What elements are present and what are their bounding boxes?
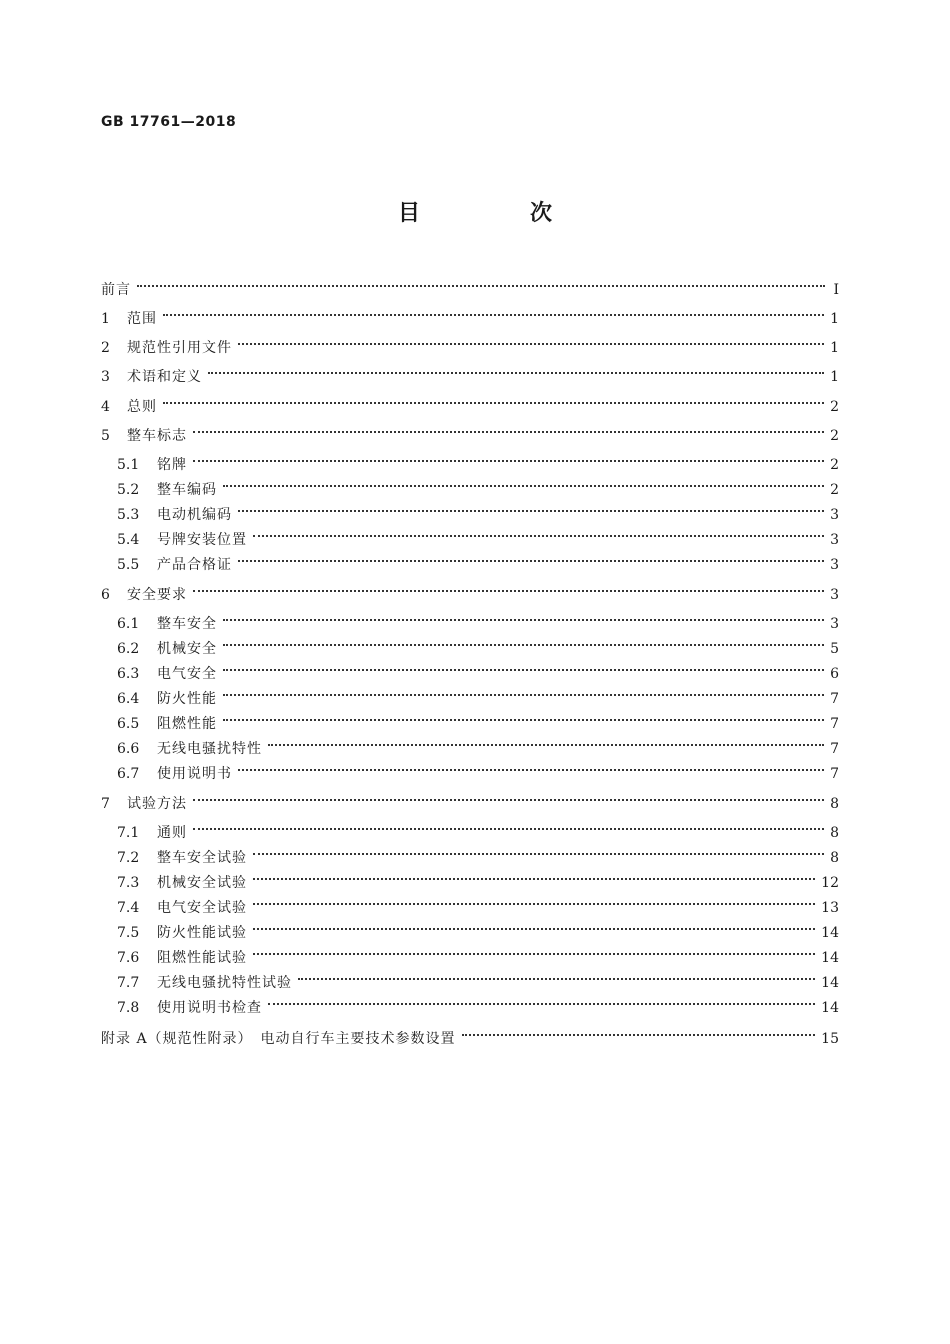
toc-entry-page: 7 xyxy=(830,741,839,757)
toc-entry-title: 整车编码 xyxy=(157,482,217,498)
toc-entry-page: 3 xyxy=(830,587,839,603)
toc-dot-leader xyxy=(253,840,824,862)
toc-entry[interactable] xyxy=(117,656,839,682)
toc-entry-number: 7.6 xyxy=(117,950,140,966)
toc-entry-number: 5.5 xyxy=(117,557,140,573)
toc-dot-leader xyxy=(462,1021,816,1043)
standard-code: GB 17761—2018 xyxy=(101,114,237,130)
toc-entry-page: 14 xyxy=(821,1000,839,1016)
toc-entry[interactable] xyxy=(117,940,839,966)
toc-dot-leader xyxy=(253,865,815,887)
toc-entry-page: 8 xyxy=(830,850,839,866)
toc-entry-page: 3 xyxy=(830,616,839,632)
toc-entry-number: 1 xyxy=(101,311,110,327)
toc-dot-leader xyxy=(298,965,815,987)
toc-entry-number: 7.7 xyxy=(117,975,140,991)
toc-dot-leader xyxy=(268,990,815,1012)
toc-entry-page: 1 xyxy=(830,369,839,385)
toc-dot-leader xyxy=(223,472,824,494)
toc-entry[interactable] xyxy=(117,497,839,523)
toc-entry[interactable] xyxy=(117,681,839,707)
toc-dot-leader xyxy=(163,389,824,411)
toc-dot-leader xyxy=(193,786,824,808)
toc-entry-title: 术语和定义 xyxy=(127,369,202,385)
toc-entry-number: 6.4 xyxy=(117,691,140,707)
toc-entry[interactable] xyxy=(101,389,839,415)
toc-entry-title: 使用说明书检查 xyxy=(157,1000,262,1016)
toc-entry-page: 14 xyxy=(821,975,839,991)
toc-entry-page: 7 xyxy=(830,716,839,732)
toc-entry-page: 3 xyxy=(830,507,839,523)
toc-dot-leader xyxy=(223,606,824,628)
toc-entry-title: 整车安全试验 xyxy=(157,850,247,866)
toc-entry-title: 附录 A（规范性附录） 电动自行车主要技术参数设置 xyxy=(101,1031,456,1047)
toc-dot-leader xyxy=(223,706,824,728)
toc-entry[interactable] xyxy=(117,472,839,498)
toc-entry-page: 1 xyxy=(830,311,839,327)
toc-dot-leader xyxy=(223,631,824,653)
toc-entry[interactable] xyxy=(117,915,839,941)
toc-entry[interactable] xyxy=(117,447,839,473)
toc-entry[interactable] xyxy=(117,631,839,657)
toc-dot-leader xyxy=(238,330,824,352)
toc-entry-title: 无线电骚扰特性 xyxy=(157,741,262,757)
toc-entry-number: 7.8 xyxy=(117,1000,140,1016)
toc-entry-number: 6.5 xyxy=(117,716,140,732)
toc-entry-page: 2 xyxy=(830,457,839,473)
toc-entry-number: 6.6 xyxy=(117,741,140,757)
toc-entry-number: 7.2 xyxy=(117,850,140,866)
toc-dot-leader xyxy=(253,890,815,912)
toc-entry-page: 12 xyxy=(821,875,839,891)
toc-entry[interactable] xyxy=(117,522,839,548)
toc-entry-title: 铭牌 xyxy=(157,457,187,473)
toc-entry-page: 6 xyxy=(830,666,839,682)
toc-entry-page: 2 xyxy=(830,428,839,444)
toc-entry[interactable] xyxy=(117,865,839,891)
toc-entry-title: 电气安全 xyxy=(157,666,217,682)
toc-entry-page: 7 xyxy=(830,691,839,707)
toc-entry[interactable] xyxy=(117,756,839,782)
toc-dot-leader xyxy=(208,359,824,381)
toc-entry-title: 电动机编码 xyxy=(157,507,232,523)
toc-entry-page: 15 xyxy=(821,1031,839,1047)
toc-entry-number: 5.2 xyxy=(117,482,140,498)
toc-entry-title: 阻燃性能试验 xyxy=(157,950,247,966)
toc-entry-number: 6.1 xyxy=(117,616,140,632)
toc-entry[interactable] xyxy=(117,815,839,841)
toc-dot-leader xyxy=(238,497,824,519)
toc-dot-leader xyxy=(223,681,824,703)
toc-entry[interactable] xyxy=(117,990,839,1016)
toc-entry[interactable] xyxy=(101,786,839,812)
toc-entry[interactable] xyxy=(117,706,839,732)
toc-dot-leader xyxy=(238,756,824,778)
toc-entry-number: 6.3 xyxy=(117,666,140,682)
toc-entry-number: 7 xyxy=(101,796,110,812)
toc-dot-leader xyxy=(268,731,824,753)
toc-entry-number: 4 xyxy=(101,399,110,415)
toc-entry-number: 7.5 xyxy=(117,925,140,941)
toc-entry-number: 6 xyxy=(101,587,110,603)
toc-entry-page: 2 xyxy=(830,399,839,415)
toc-entry[interactable] xyxy=(101,359,839,385)
toc-entry-number: 2 xyxy=(101,340,110,356)
toc-entry-number: 5.3 xyxy=(117,507,140,523)
toc-entry-title: 前言 xyxy=(101,282,131,298)
toc-entry[interactable] xyxy=(117,606,839,632)
toc-entry-title: 试验方法 xyxy=(127,796,187,812)
toc-entry-number: 7.4 xyxy=(117,900,140,916)
toc-entry-title: 电气安全试验 xyxy=(157,900,247,916)
toc-entry-number: 3 xyxy=(101,369,110,385)
toc-entry[interactable] xyxy=(101,418,839,444)
toc-dot-leader xyxy=(193,447,824,469)
toc-entry-page: Ⅰ xyxy=(833,282,839,298)
toc-dot-leader xyxy=(253,915,815,937)
toc-entry-title: 防火性能试验 xyxy=(157,925,247,941)
toc-entry-title: 整车安全 xyxy=(157,616,217,632)
toc-entry-number: 7.1 xyxy=(117,825,140,841)
toc-entry-title: 规范性引用文件 xyxy=(127,340,232,356)
toc-entry-page: 8 xyxy=(830,825,839,841)
toc-dot-leader xyxy=(223,656,824,678)
toc-entry-title: 机械安全 xyxy=(157,641,217,657)
toc-entry-title: 产品合格证 xyxy=(157,557,232,573)
toc-entry-title: 阻燃性能 xyxy=(157,716,217,732)
toc-entry-page: 7 xyxy=(830,766,839,782)
toc-entry-number: 5.1 xyxy=(117,457,140,473)
toc-entry[interactable] xyxy=(101,272,839,298)
toc-entry[interactable] xyxy=(101,301,839,327)
toc-entry-title: 使用说明书 xyxy=(157,766,232,782)
toc-entry[interactable] xyxy=(117,547,839,573)
toc-dot-leader xyxy=(193,577,824,599)
toc-dot-leader xyxy=(253,522,824,544)
toc-entry-title: 通则 xyxy=(157,825,187,841)
toc-entry-number: 7.3 xyxy=(117,875,140,891)
toc-entry-page: 3 xyxy=(830,532,839,548)
toc-entry[interactable] xyxy=(117,965,839,991)
toc-entry-page: 5 xyxy=(830,641,839,657)
toc-entry-page: 8 xyxy=(830,796,839,812)
toc-entry-page: 14 xyxy=(821,950,839,966)
toc-entry[interactable] xyxy=(101,330,839,356)
toc-entry-page: 1 xyxy=(830,340,839,356)
toc-entry-title: 机械安全试验 xyxy=(157,875,247,891)
toc-entry-number: 5.4 xyxy=(117,532,140,548)
page-title: 目 次 xyxy=(397,201,596,226)
toc-dot-leader xyxy=(163,301,824,323)
toc-entry[interactable] xyxy=(101,577,839,603)
toc-entry-title: 整车标志 xyxy=(127,428,187,444)
toc-entry-title: 总则 xyxy=(127,399,157,415)
toc-dot-leader xyxy=(253,940,815,962)
toc-dot-leader xyxy=(137,272,825,294)
toc-entry[interactable] xyxy=(101,1021,839,1047)
toc-entry-number: 6.2 xyxy=(117,641,140,657)
toc-entry-title: 防火性能 xyxy=(157,691,217,707)
toc-dot-leader xyxy=(193,418,824,440)
toc-entry-title: 无线电骚扰特性试验 xyxy=(157,975,292,991)
toc-entry-title: 号牌安装位置 xyxy=(157,532,247,548)
toc-entry[interactable] xyxy=(117,731,839,757)
toc-entry[interactable] xyxy=(117,890,839,916)
toc-entry[interactable] xyxy=(117,840,839,866)
toc-entry-number: 6.7 xyxy=(117,766,140,782)
toc-entry-page: 2 xyxy=(830,482,839,498)
toc-entry-title: 安全要求 xyxy=(127,587,187,603)
toc-entry-number: 5 xyxy=(101,428,110,444)
toc-entry-title: 范围 xyxy=(127,311,157,327)
toc-dot-leader xyxy=(238,547,824,569)
toc-entry-page: 3 xyxy=(830,557,839,573)
toc-entry-page: 13 xyxy=(821,900,839,916)
toc-dot-leader xyxy=(193,815,824,837)
toc-entry-page: 14 xyxy=(821,925,839,941)
